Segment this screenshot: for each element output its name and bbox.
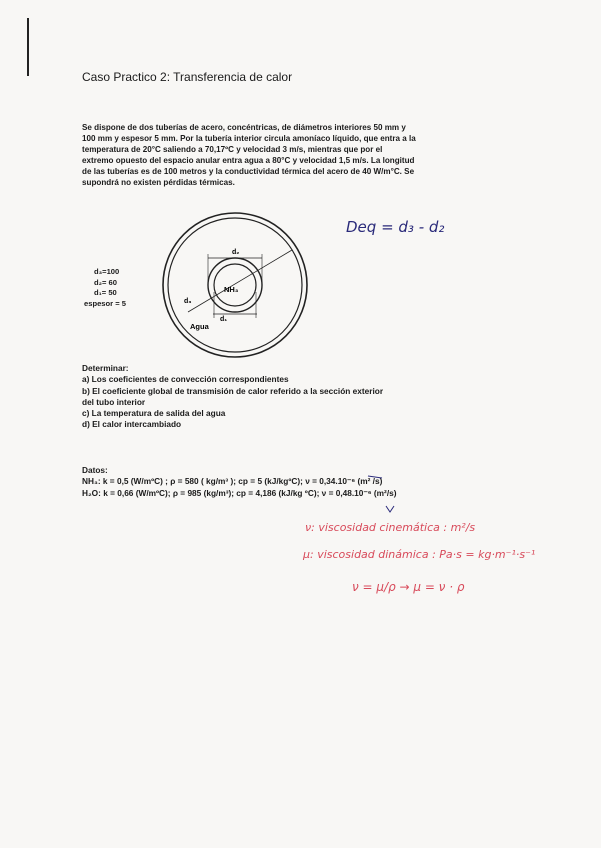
- equivalent-diameter-note: Deq = d₃ - d₂: [346, 218, 445, 236]
- pen-mark: [386, 506, 394, 512]
- problem-line: supondrá no existen pérdidas térmicas.: [82, 178, 235, 187]
- viscosity-relation-note: ν = μ/ρ → μ = ν · ρ: [352, 580, 465, 594]
- tasks-heading: Determinar:: [82, 363, 129, 373]
- dynamic-viscosity-note: μ: viscosidad dinámica : Pa·s = kg·m⁻¹·s⁻¹: [303, 548, 536, 561]
- task-item: b) El coeficiente global de transmisión de calor referido a la sección exterior: [82, 385, 384, 396]
- task-item: a) Los coeficientes de convección correspondientes: [82, 374, 289, 385]
- dimension-thickness: espesor = 5: [84, 298, 127, 308]
- problem-line: temperatura de 20°C saliendo a 70,17ºC y velocidad 3 m/s, mientras que por el: [82, 145, 383, 154]
- pen-mark: [368, 476, 382, 478]
- document-title: Caso Practico 2: Transferencia de calor: [82, 70, 293, 84]
- ammonia-label: NH₃: [224, 285, 239, 294]
- dimension-d3: d₃=100: [94, 267, 120, 276]
- d3-label: d₃: [184, 298, 192, 305]
- ammonia-properties: NH₃: k = 0,5 (W/mºC) ; ρ = 580 ( kg/m³ ); cp = 5 (kJ/kgºC); ν = 0,34.10⁻⁶ (m² /s): [82, 476, 383, 487]
- water-label: Agua: [190, 322, 209, 331]
- water-properties: H₂O: k = 0,66 (W/mºC); ρ = 985 (kg/m³); cp = 4,186 (kJ/kg ºC); ν = 0,48.10⁻⁶ (m²/s): [82, 487, 397, 498]
- problem-line: 100 mm y espesor 5 mm. Por la tubería interior circula amoníaco líquido, que entra a la: [82, 134, 416, 143]
- d2-label: d₂: [232, 249, 240, 256]
- dimension-d1: d₁= 50: [94, 288, 117, 297]
- problem-line: Se dispone de dos tuberías de acero, concéntricas, de diámetros interiores 50 mm y: [82, 123, 406, 132]
- task-item: del tubo interior: [82, 396, 146, 407]
- dimension-d2: d₂= 60: [94, 277, 118, 287]
- problem-line: de las tuberías es de 100 metros y la conductividad térmica del acero de 40 W/m°C. Se: [82, 167, 415, 176]
- problem-line: extremo opuesto del espacio anular entra agua a 80°C y velocidad 1,5 m/s. La longitud: [82, 156, 415, 165]
- data-heading: Datos:: [82, 465, 108, 475]
- task-item: c) La temperatura de salida del agua: [82, 408, 226, 419]
- task-item: d) El calor intercambiado: [82, 419, 182, 430]
- d1-label: d₁: [220, 316, 228, 323]
- kinematic-viscosity-note: ν: viscosidad cinemática : m²/s: [305, 521, 476, 534]
